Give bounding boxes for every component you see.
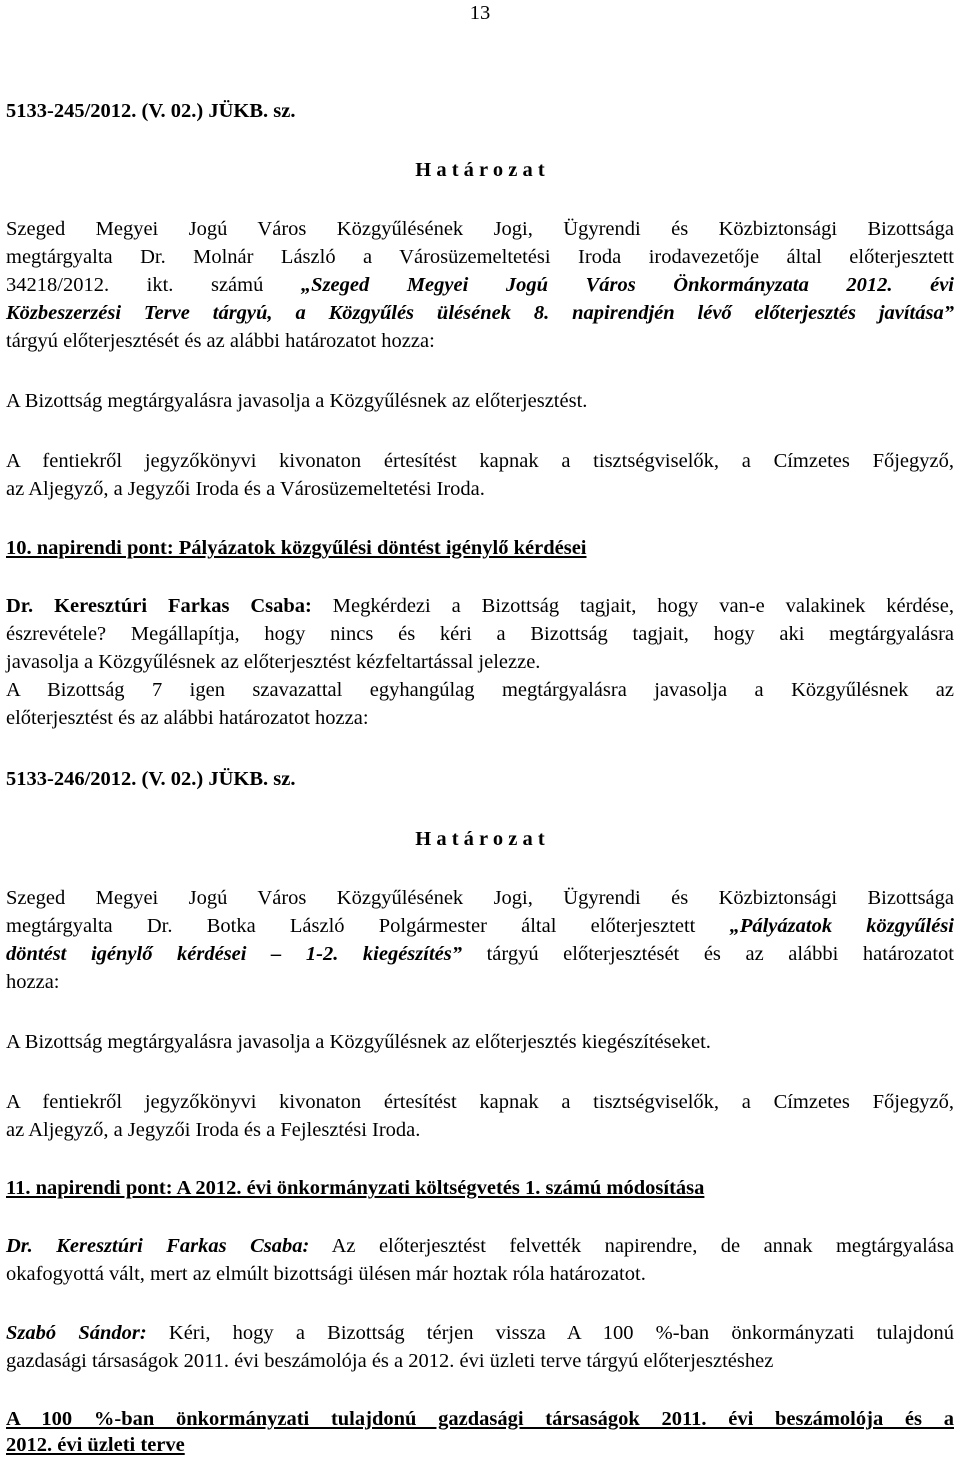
paragraph-line: Szeged Megyei Jogú Város Közgyűlésének Jogi, Ügyrendi és Közbiztonsági Bizottsága [6, 887, 954, 909]
paragraph-line: hozza: [6, 971, 60, 993]
paragraph-line: Szeged Megyei Jogú Város Közgyűlésének Jogi, Ügyrendi és Közbiztonsági Bizottsága [6, 218, 954, 240]
speech-text: Kéri, hogy a Bizottság térjen vissza A 100 %-ban önkormányzati tulajdonú [146, 1322, 954, 1344]
agenda-item-heading: 10. napirendi pont: Pályázatok közgyűlési döntést igénylő kérdései [6, 537, 587, 559]
speaker-line [6, 1320, 954, 1346]
title-span: döntést igénylő kérdései – 1-2. kiegészítés” [6, 943, 462, 965]
title-span: napirendjén lévő előterjesztés javítása” [549, 302, 954, 324]
speaker-line [6, 593, 954, 619]
speaker-name: Dr. Keresztúri Farkas Csaba: [6, 1235, 310, 1257]
speech-line: okafogyottá vált, mert az elmúlt bizottsági ülésen már hoztak róla határozatot. [6, 1263, 646, 1285]
subject-heading: 2012. évi üzleti terve [6, 1434, 185, 1456]
subject-heading: A 100 %-ban önkormányzati tulajdonú gazdasági társaságok 2011. évi beszámolója és a [6, 1408, 954, 1430]
speech-text: Az előterjesztést felvették napirendre, de annak megtárgyalása [309, 1235, 954, 1257]
title-span: Közbeszerzési Terve tárgyú, a Közgyűlés ülésének 8. [6, 302, 550, 324]
text-span: tárgyú előterjesztését és az alábbi határozatot [461, 943, 954, 965]
speech-line: gazdasági társaságok 2011. évi beszámolója és a 2012. évi üzleti terve tárgyú előterjesztéshez [6, 1350, 774, 1372]
paragraph-line [6, 300, 954, 326]
notification-line: az Aljegyző, a Jegyzői Iroda és a Fejlesztési Iroda. [6, 1119, 421, 1141]
title-span: „Szeged Megyei Jogú Város Önkormányzata 2012. évi [300, 274, 954, 296]
resolution-number: 5133-245/2012. (V. 02.) JÜKB. sz. [6, 100, 296, 122]
title-span: „Pályázatok közgyűlési [729, 915, 954, 937]
speech-line: javasolja a Közgyűlésnek az előterjesztést kézfeltartással jelezze. [6, 651, 541, 673]
decision-text: A Bizottság megtárgyalásra javasolja a Közgyűlésnek az előterjesztést. [6, 390, 588, 412]
paragraph-line [6, 913, 954, 939]
text-span: megtárgyalta Dr. Botka László Polgármester által előterjesztett [6, 915, 730, 937]
notification-line: az Aljegyző, a Jegyzői Iroda és a Városüzemeltetési Iroda. [6, 478, 485, 500]
paragraph-line: megtárgyalta Dr. Molnár László a Városüzemeltetési Iroda irodavezetője által előterjesztett [6, 246, 954, 268]
speaker-name: Dr. Keresztúri Farkas Csaba: [6, 595, 312, 617]
resolution-heading: H a t á r o z a t [415, 159, 545, 181]
resolution-heading: H a t á r o z a t [415, 828, 545, 850]
text-span: 34218/2012. ikt. számú [6, 274, 301, 296]
paragraph-line [6, 272, 954, 298]
speaker-name: Szabó Sándor: [6, 1322, 147, 1344]
speaker-line [6, 1233, 954, 1259]
notification-line: A fentiekről jegyzőkönyvi kivonaton értesítést kapnak a tisztségviselők, a Címzetes Főjegyző, [6, 450, 954, 472]
notification-line: A fentiekről jegyzőkönyvi kivonaton értesítést kapnak a tisztségviselők, a Címzetes Főjegyző, [6, 1091, 954, 1113]
agenda-item-heading: 11. napirendi pont: A 2012. évi önkormányzati költségvetés 1. számú módosítása [6, 1177, 705, 1199]
resolution-number: 5133-246/2012. (V. 02.) JÜKB. sz. [6, 768, 296, 790]
speech-line: A Bizottság 7 igen szavazattal egyhangúlag megtárgyalásra javasolja a Közgyűlésnek az [6, 679, 954, 701]
page-number: 13 [469, 2, 491, 24]
speech-line: észrevétele? Megállapítja, hogy nincs és kéri a Bizottság tagjait, hogy aki megtárgyalásra [6, 623, 954, 645]
paragraph-line [6, 941, 954, 967]
decision-text: A Bizottság megtárgyalásra javasolja a Közgyűlésnek az előterjesztés kiegészítéseket. [6, 1031, 711, 1053]
paragraph-line: tárgyú előterjesztését és az alábbi határozatot hozza: [6, 330, 435, 352]
speech-text: Megkérdezi a Bizottság tagjait, hogy van-e valakinek kérdése, [311, 595, 954, 617]
speech-line: előterjesztést és az alábbi határozatot hozza: [6, 707, 369, 729]
